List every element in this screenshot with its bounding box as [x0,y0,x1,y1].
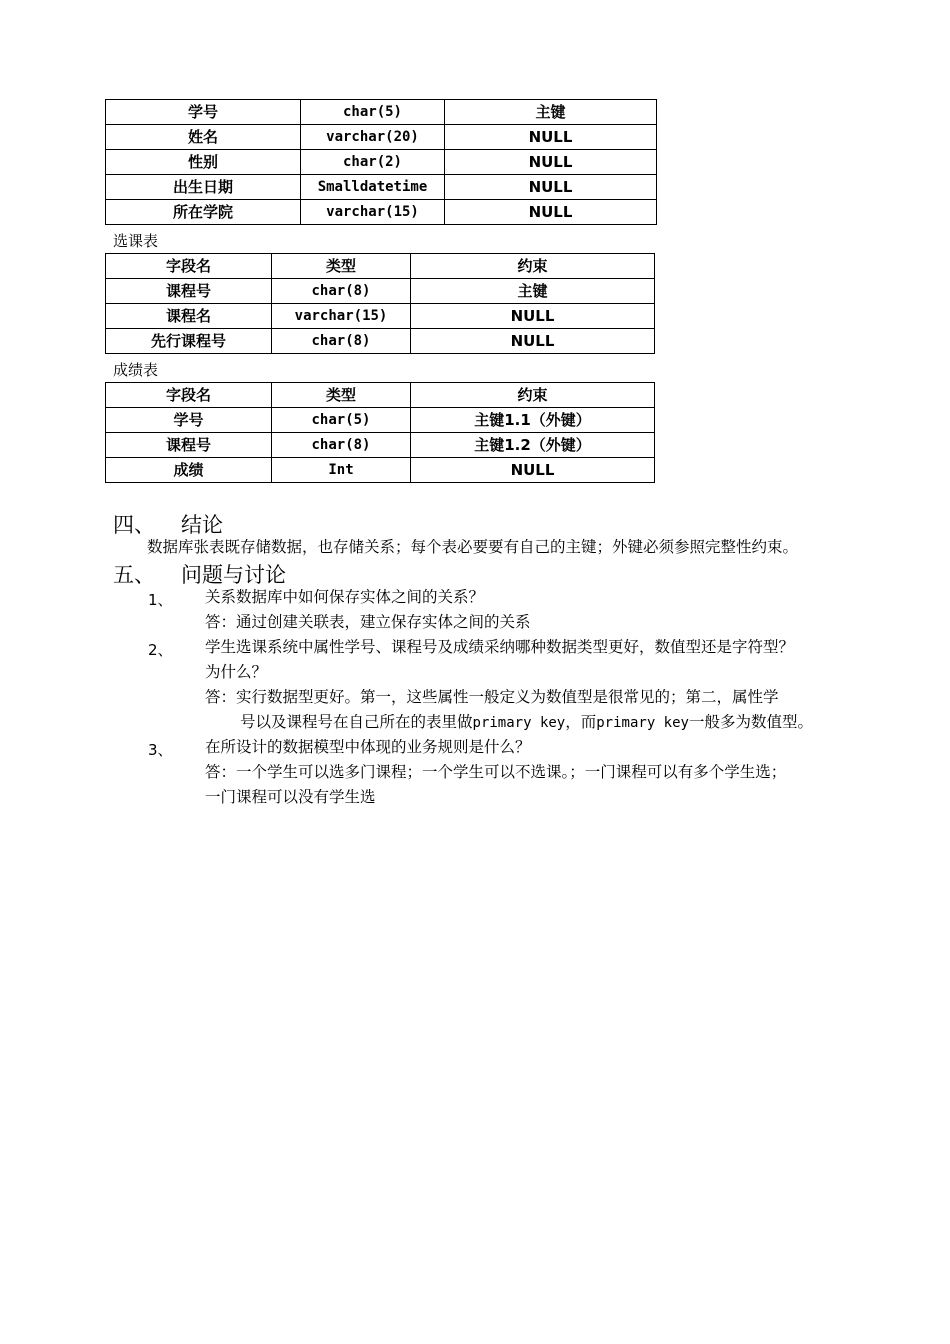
table-row [106,175,657,200]
field-name-cell: 出生日期 [106,175,301,200]
field-name-cell: 学号 [106,100,301,125]
table-row [106,408,655,433]
table-row [106,433,655,458]
field-name-cell: 学号 [106,408,272,433]
field-name-cell: 姓名 [106,125,301,150]
table-header-row [106,254,655,279]
constraint-cell: NULL [445,125,657,150]
table-row [106,329,655,354]
field-name-cell: 课程名 [106,304,272,329]
constraint-cell: NULL [445,200,657,225]
answer-text: 答：通过创建关联表，建立保存实体之间的关系 [205,613,531,631]
question-text-continued: 为什么？ [205,663,268,681]
table-row [106,100,657,125]
score-table-caption: 成绩表 [113,361,159,379]
table-header-row [106,383,655,408]
score-table [105,382,655,483]
table-row [106,304,655,329]
section-title: 结论 [181,513,223,537]
answer-text-continued: 一门课程可以没有学生选 [205,788,376,806]
field-name-cell: 所在学院 [106,200,301,225]
section-number: 四、 [113,513,155,537]
column-header: 类型 [272,383,411,408]
answer-text: 答：一个学生可以选多门课程；一个学生可以不选课。；一门课程可以有多个学生选； [205,763,787,781]
type-cell: char(8) [272,279,411,304]
constraint-cell: NULL [411,329,655,354]
section-title: 问题与讨论 [181,563,286,587]
column-header: 类型 [272,254,411,279]
answer-fragment: 一般多为数值型。 [688,713,813,731]
question-text: 关系数据库中如何保存实体之间的关系？ [205,588,485,606]
question-text: 在所设计的数据模型中体现的业务规则是什么？ [205,738,531,756]
table-row [106,200,657,225]
type-cell: Int [272,458,411,483]
constraint-cell: 主键1.2（外键） [411,433,655,458]
type-cell: Smalldatetime [301,175,445,200]
type-cell: char(5) [301,100,445,125]
constraint-cell: NULL [445,175,657,200]
type-cell: varchar(15) [272,304,411,329]
question-number: 3、 [148,741,173,759]
constraint-cell: NULL [411,304,655,329]
question-number: 2、 [148,641,173,659]
answer-fragment: ，而 [565,713,597,731]
constraint-cell: 主键 [445,100,657,125]
code-term: primary key [472,715,566,731]
course-table-caption: 选课表 [113,232,159,250]
answer-text: 答：实行数据型更好。第一，这些属性一般定义为数值型是很常见的；第二，属性学 [205,688,779,706]
type-cell: char(8) [272,433,411,458]
table-row [106,458,655,483]
constraint-cell: NULL [411,458,655,483]
field-name-cell: 性别 [106,150,301,175]
answer-text-continued [240,710,813,736]
field-name-cell: 成绩 [106,458,272,483]
constraint-cell: NULL [445,150,657,175]
field-name-cell: 课程号 [106,279,272,304]
question-text: 学生选课系统中属性学号、课程号及成绩采纳哪种数据类型更好，数值型还是字符型？ [205,638,795,656]
code-term: primary key [596,715,689,731]
constraint-cell: 主键1.1（外键） [411,408,655,433]
field-name-cell: 先行课程号 [106,329,272,354]
student-table [105,99,657,225]
type-cell: char(5) [272,408,411,433]
conclusion-text: 数据库张表既存储数据，也存储关系；每个表必要要有自己的主键；外键必须参照完整性约束。 [147,538,799,556]
type-cell: char(2) [301,150,445,175]
column-header: 约束 [411,254,655,279]
column-header: 字段名 [106,254,272,279]
constraint-cell: 主键 [411,279,655,304]
question-number: 1、 [148,591,173,609]
type-cell: varchar(15) [301,200,445,225]
course-table [105,253,655,354]
type-cell: char(8) [272,329,411,354]
section-number: 五、 [113,563,155,587]
type-cell: varchar(20) [301,125,445,150]
answer-fragment: 号以及课程号在自己所在的表里做 [240,713,473,731]
field-name-cell: 课程号 [106,433,272,458]
column-header: 约束 [411,383,655,408]
table-row [106,125,657,150]
table-row [106,150,657,175]
column-header: 字段名 [106,383,272,408]
table-row [106,279,655,304]
